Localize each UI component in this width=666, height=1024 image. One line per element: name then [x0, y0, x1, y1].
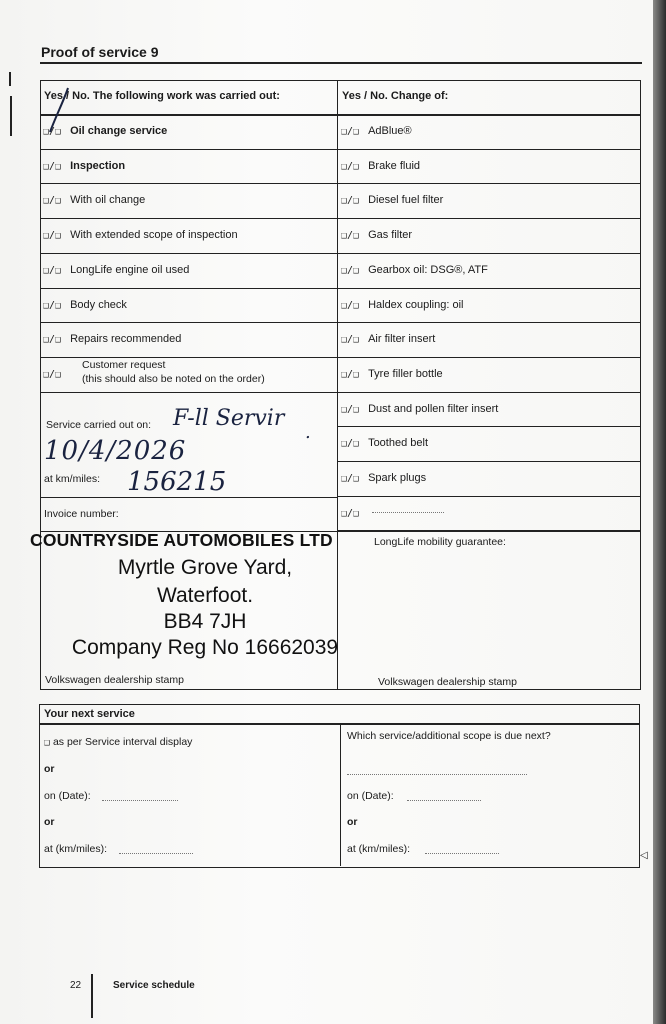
- service-carried-out-label: Service carried out on:: [46, 419, 152, 431]
- page-edge: [653, 0, 666, 1024]
- right-change-row[interactable]: [341, 437, 428, 449]
- yes-no-checkbox-icon[interactable]: ❑/❑: [43, 334, 62, 346]
- page-title: Proof of service 9: [41, 44, 159, 60]
- yes-no-checkbox-icon[interactable]: ❑/❑: [341, 230, 360, 242]
- footer-divider: [91, 974, 93, 1018]
- left-row-rule: [40, 183, 337, 184]
- next-km-label-right: at (km/miles):: [347, 843, 410, 855]
- change-item-label: Diesel fuel filter: [368, 194, 444, 207]
- right-row-rule: [337, 426, 641, 427]
- change-item-label: Air filter insert: [368, 333, 436, 346]
- work-item-label: With oil change: [70, 194, 146, 207]
- or-label-left-2: or: [44, 816, 55, 828]
- left-work-row[interactable]: [43, 160, 125, 172]
- left-column-header: Yes / No. The following work was carried out:: [44, 90, 280, 102]
- left-row-rule: [40, 149, 337, 150]
- left-row-rule: [40, 218, 337, 219]
- change-item-label: AdBlue®: [368, 125, 412, 137]
- title-rule: [40, 62, 642, 64]
- customer-request-row[interactable]: [43, 368, 61, 380]
- or-label-left-1: or: [44, 763, 55, 775]
- yes-no-checkbox-icon[interactable]: ❑/❑: [341, 368, 360, 380]
- handwritten-tick-mark: [48, 86, 74, 136]
- or-label-right: or: [347, 816, 358, 828]
- checkbox-icon[interactable]: ❑: [44, 737, 51, 748]
- left-row-rule: [40, 357, 337, 358]
- change-item-label: Dust and pollen filter insert: [368, 402, 499, 415]
- right-row-rule: [337, 149, 641, 150]
- customer-request-label: Customer request: [82, 358, 166, 371]
- right-row-rule: [337, 183, 641, 184]
- right-row-rule: [337, 218, 641, 219]
- customer-request-note: (this should also be noted on the order): [82, 372, 265, 385]
- right-change-row[interactable]: [341, 194, 443, 206]
- next-scope-field[interactable]: [347, 774, 527, 775]
- page-arrow-icon: ◁: [640, 850, 648, 861]
- right-row-rule: [337, 461, 641, 462]
- work-item-label: Inspection: [70, 159, 126, 172]
- change-item-label: Toothed belt: [368, 437, 428, 450]
- next-km-label-left: at (km/miles):: [44, 843, 107, 855]
- yes-no-checkbox-icon[interactable]: ❑/❑: [341, 160, 360, 172]
- margin-mark: [10, 96, 12, 136]
- yes-no-checkbox-icon[interactable]: ❑/❑: [43, 264, 62, 276]
- left-row-rule: [40, 322, 337, 323]
- work-item-label: LongLife engine oil used: [70, 263, 190, 276]
- next-service-interval-label: as per Service interval display: [52, 736, 193, 748]
- yes-no-checkbox-icon[interactable]: ❑/❑: [341, 403, 360, 415]
- stamp-company-reg: Company Reg No 16662039: [71, 636, 339, 659]
- next-scope-question: Which service/additional scope is due next?: [347, 730, 551, 742]
- yes-no-checkbox-icon[interactable]: ❑/❑: [341, 126, 360, 137]
- stamp-address-line1: Myrtle Grove Yard,: [117, 556, 293, 579]
- right-row-rule: [337, 392, 641, 393]
- longlife-guarantee-label: LongLife mobility guarantee:: [374, 536, 506, 548]
- yes-no-checkbox-icon[interactable]: ❑/❑: [43, 230, 62, 242]
- left-work-row[interactable]: [43, 194, 145, 206]
- right-change-row[interactable]: [341, 403, 498, 415]
- footer-section-title: Service schedule: [113, 980, 195, 991]
- right-change-row[interactable]: [341, 264, 488, 276]
- yes-no-checkbox-icon[interactable]: ❑/❑: [341, 507, 360, 519]
- service-type-handwritten[interactable]: F-ll Servir: [173, 406, 285, 431]
- left-row-rule: [40, 253, 337, 254]
- next-date-label-right: on (Date):: [347, 790, 394, 802]
- work-item-label: With extended scope of inspection: [70, 229, 238, 242]
- right-row-rule: [337, 357, 641, 358]
- yes-no-checkbox-icon[interactable]: ❑/❑: [341, 195, 360, 207]
- handwritten-dot: .: [305, 422, 311, 443]
- custom-change-field[interactable]: [372, 512, 444, 513]
- yes-no-checkbox-icon[interactable]: ❑/❑: [341, 473, 360, 484]
- right-change-row[interactable]: [341, 368, 443, 380]
- work-item-label: Body check: [70, 298, 127, 311]
- next-date-field-left[interactable]: [102, 800, 178, 801]
- right-change-row[interactable]: [341, 472, 426, 484]
- next-date-field-right[interactable]: [407, 800, 481, 801]
- change-item-label: Haldex coupling: oil: [368, 298, 464, 311]
- yes-no-checkbox-icon[interactable]: ❑/❑: [341, 438, 360, 450]
- km-handwritten[interactable]: 156215: [127, 467, 227, 497]
- service-date-handwritten[interactable]: 10/4/2026: [44, 436, 187, 466]
- margin-mark: [9, 72, 11, 86]
- work-item-label: Repairs recommended: [70, 333, 182, 346]
- right-column-header: Yes / No. Change of:: [342, 90, 449, 102]
- dealer-stamp-label-right: Volkswagen dealership stamp: [378, 676, 517, 688]
- left-work-row[interactable]: [43, 333, 181, 345]
- yes-no-checkbox-icon[interactable]: ❑/❑: [341, 264, 360, 276]
- right-change-row[interactable]: [341, 507, 444, 519]
- next-service-divider: [340, 724, 341, 866]
- right-row-rule: [337, 322, 641, 323]
- change-item-label: Spark plugs: [368, 472, 427, 484]
- next-km-field-right[interactable]: [425, 853, 499, 854]
- yes-no-checkbox-icon[interactable]: ❑/❑: [43, 195, 62, 207]
- right-change-row[interactable]: [341, 333, 435, 345]
- work-table-header-rule: [40, 114, 641, 116]
- change-item-label: Gearbox oil: DSG®, ATF: [368, 263, 488, 276]
- footer-page-number: 22: [70, 980, 82, 991]
- left-work-row[interactable]: [43, 299, 127, 311]
- right-row-rule: [337, 253, 641, 254]
- left-work-row[interactable]: [43, 264, 189, 276]
- right-row-rule: [337, 288, 641, 289]
- yes-no-checkbox-icon[interactable]: ❑/❑: [43, 126, 62, 137]
- stamp-address-line2: Waterfoot.: [156, 584, 254, 607]
- next-service-header: Your next service: [44, 708, 135, 720]
- invoice-top-rule: [40, 497, 337, 498]
- left-row-rule: [40, 288, 337, 289]
- change-item-label: Brake fluid: [368, 159, 421, 172]
- yes-no-checkbox-icon[interactable]: ❑/❑: [43, 160, 62, 172]
- stamp-postcode: BB4 7JH: [163, 610, 247, 633]
- invoice-number-label: Invoice number:: [44, 508, 119, 520]
- change-item-label: Tyre filler bottle: [368, 367, 443, 380]
- right-change-row[interactable]: [341, 160, 420, 172]
- work-item-label: Oil change service: [70, 125, 168, 137]
- dealer-stamp-label-left: Volkswagen dealership stamp: [45, 674, 184, 686]
- change-item-label: Gas filter: [368, 229, 413, 242]
- next-date-label-left: on (Date):: [44, 790, 91, 802]
- left-row-rule: [40, 392, 337, 393]
- next-service-interval-option[interactable]: [44, 736, 192, 748]
- yes-no-checkbox-icon[interactable]: ❑/❑: [341, 334, 360, 346]
- right-row-rule: [337, 530, 641, 531]
- yes-no-checkbox-icon[interactable]: ❑/❑: [43, 299, 62, 311]
- right-change-row[interactable]: [341, 229, 412, 241]
- yes-no-checkbox-icon[interactable]: ❑/❑: [43, 368, 62, 380]
- km-label: at km/miles:: [44, 473, 101, 485]
- yes-no-checkbox-icon[interactable]: ❑/❑: [341, 299, 360, 311]
- right-change-row[interactable]: [341, 125, 412, 137]
- right-row-rule: [337, 496, 641, 497]
- stamp-company-name: COUNTRYSIDE AUTOMOBILES LTD: [30, 530, 333, 550]
- right-change-row[interactable]: [341, 299, 463, 311]
- next-km-field-left[interactable]: [119, 853, 193, 854]
- left-work-row[interactable]: [43, 229, 238, 241]
